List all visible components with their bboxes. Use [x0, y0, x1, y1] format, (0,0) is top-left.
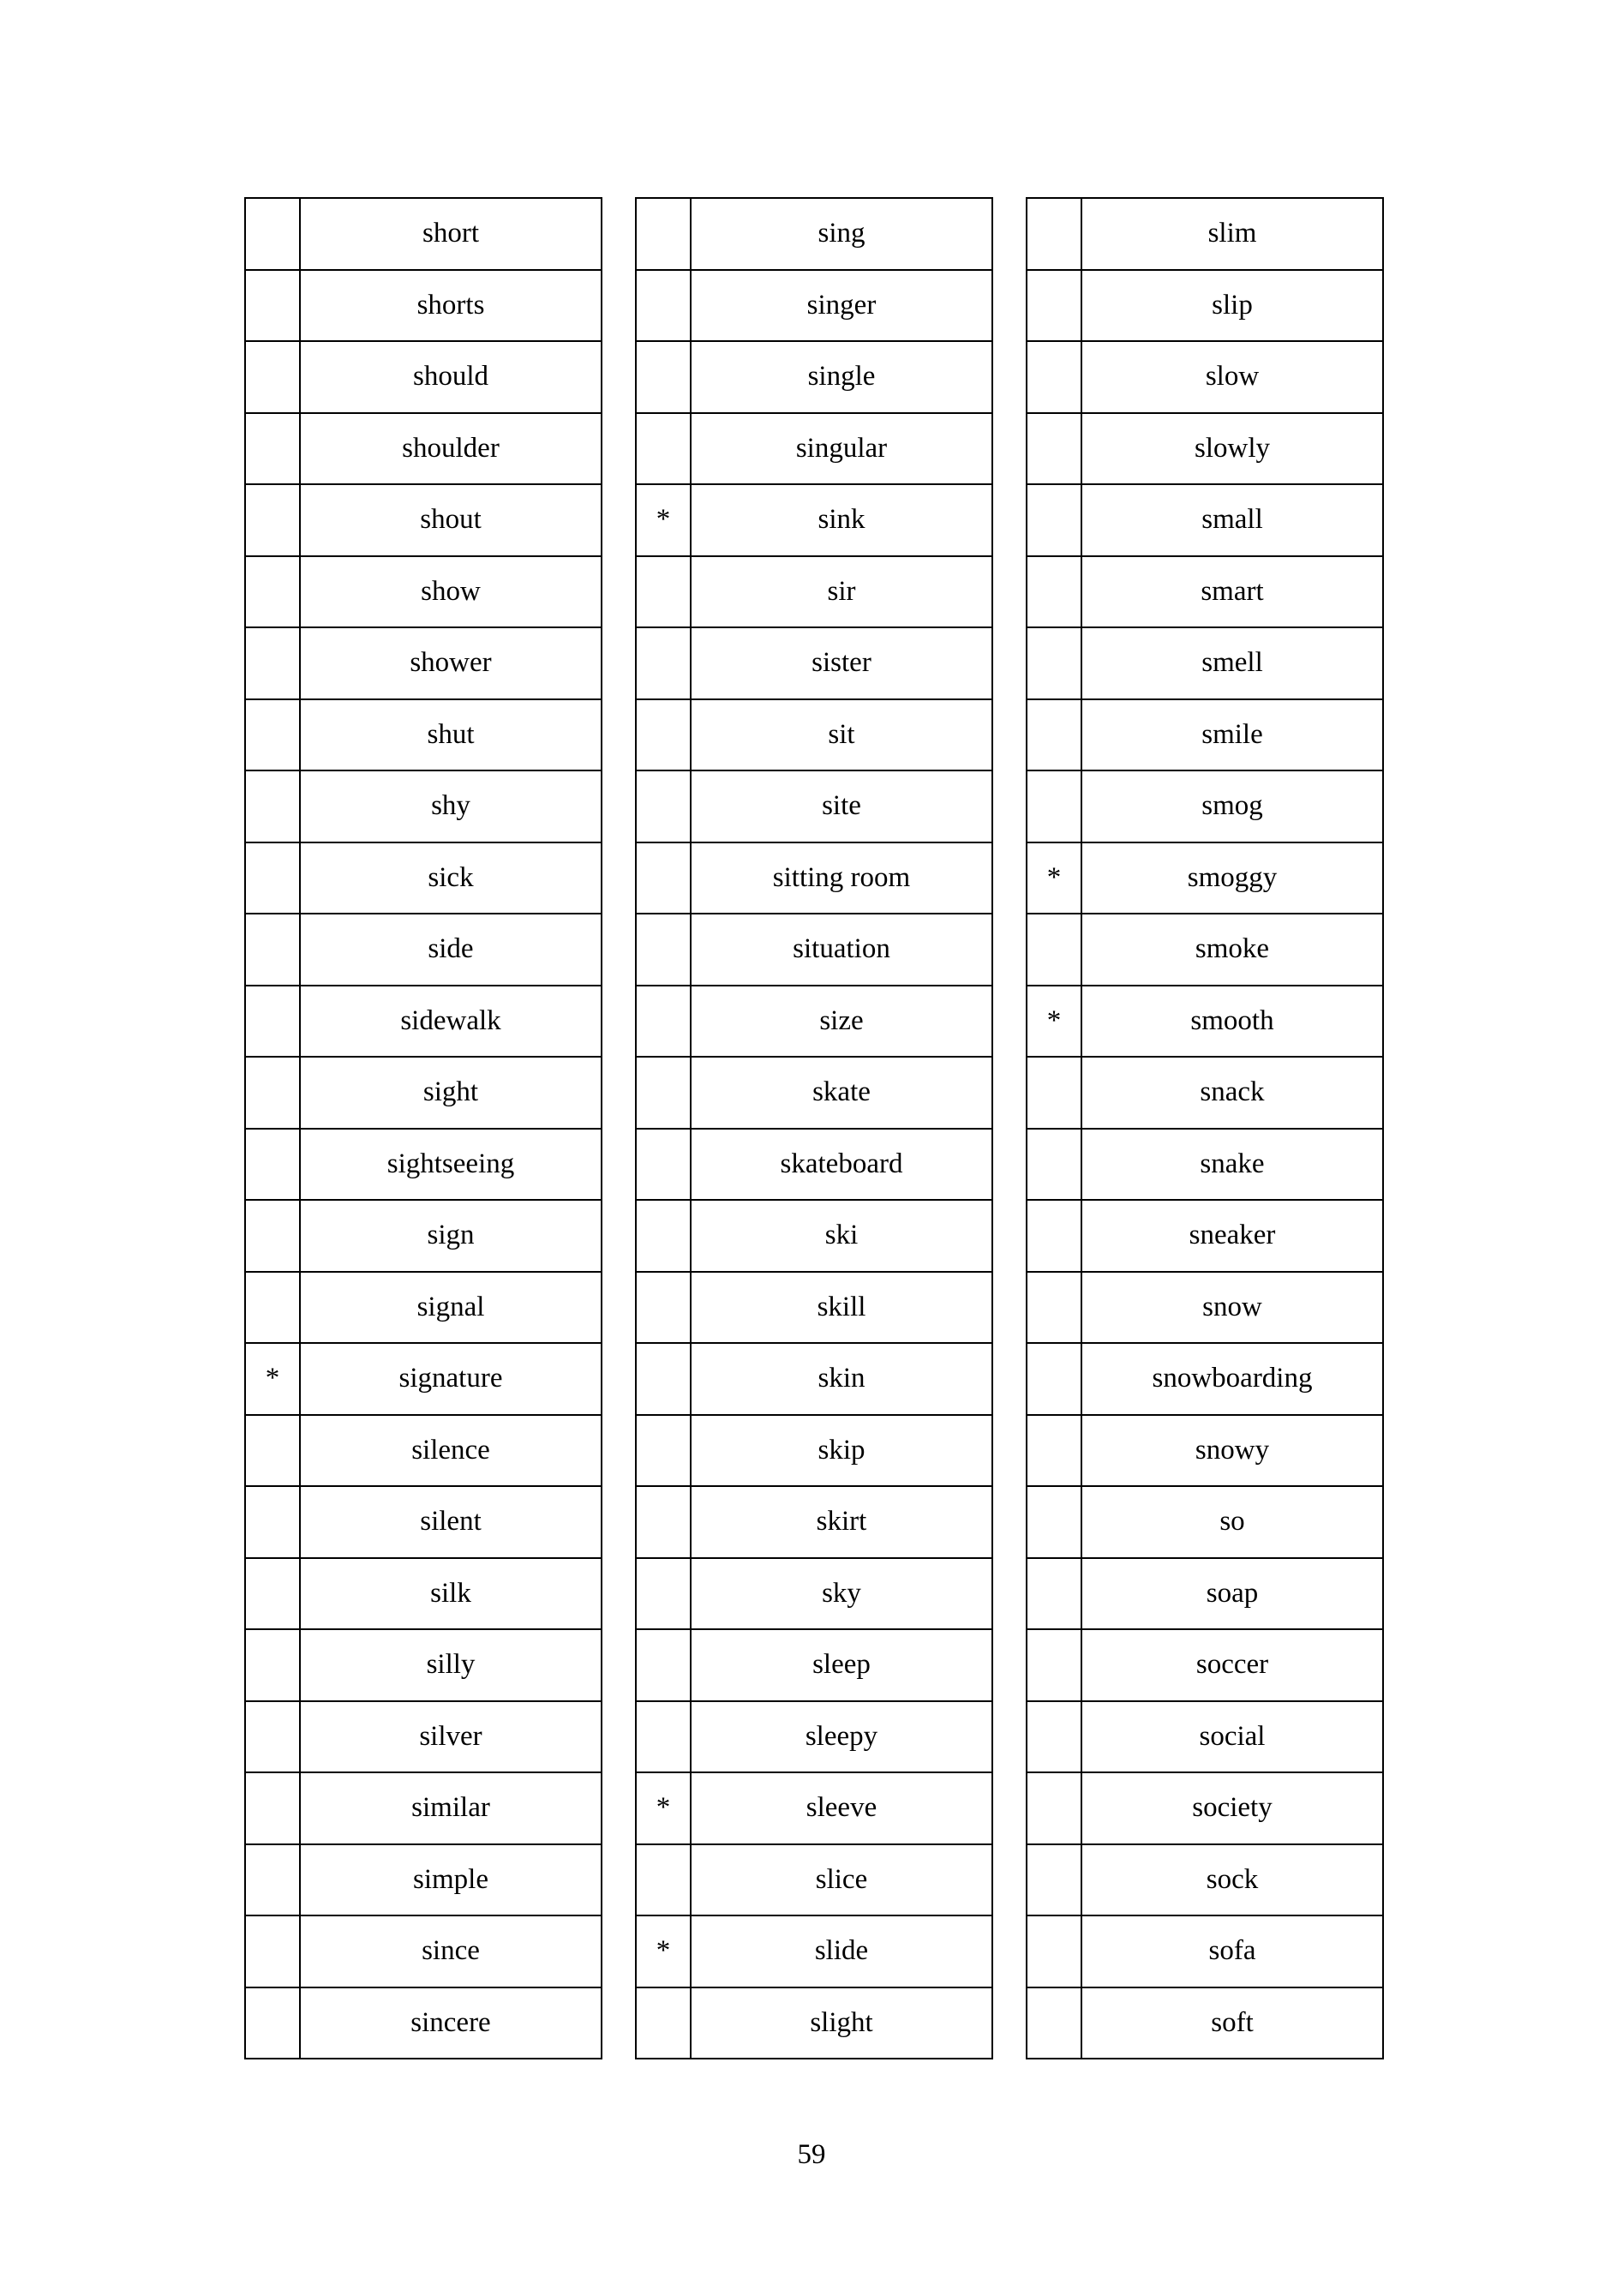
table-row: [245, 1987, 602, 2059]
word-cell: shoulder: [300, 413, 602, 485]
word-cell: smoggy: [1081, 842, 1383, 914]
table-row: [636, 1057, 992, 1129]
word-cell: slow: [1081, 341, 1383, 413]
word-cell: snowy: [1081, 1415, 1383, 1487]
asterisk-mark-cell: [1027, 484, 1081, 556]
asterisk-mark-cell: [636, 198, 691, 270]
word-cell: slide: [691, 1915, 992, 1987]
asterisk-mark-cell: [1027, 1057, 1081, 1129]
asterisk-mark-cell: [1027, 1987, 1081, 2059]
table-row: [245, 1772, 602, 1844]
word-cell: sir: [691, 556, 992, 628]
word-cell: shorts: [300, 270, 602, 342]
asterisk-mark-cell: [245, 1629, 300, 1701]
table-row: [245, 1486, 602, 1558]
asterisk-mark-cell: [636, 556, 691, 628]
table-row: [1027, 770, 1383, 842]
word-cell: shout: [300, 484, 602, 556]
table-row: [245, 986, 602, 1058]
word-cell: sister: [691, 627, 992, 699]
table-row: [245, 270, 602, 342]
asterisk-mark-cell: [636, 1415, 691, 1487]
word-cell: sightseeing: [300, 1129, 602, 1201]
table-row: [245, 1701, 602, 1773]
asterisk-mark-cell: [636, 914, 691, 986]
asterisk-mark-cell: [1027, 1272, 1081, 1344]
word-cell: similar: [300, 1772, 602, 1844]
word-cell: silent: [300, 1486, 602, 1558]
word-cell: singular: [691, 413, 992, 485]
word-cell: short: [300, 198, 602, 270]
asterisk-mark-cell: [636, 1486, 691, 1558]
asterisk-mark-cell: [1027, 1415, 1081, 1487]
asterisk-mark-cell: *: [245, 1343, 300, 1415]
asterisk-mark-cell: [245, 341, 300, 413]
asterisk-mark-cell: [1027, 1129, 1081, 1201]
table-row: [636, 1558, 992, 1630]
asterisk-mark-cell: [1027, 914, 1081, 986]
table-row: [636, 699, 992, 771]
table-row: [1027, 484, 1383, 556]
asterisk-mark-cell: [245, 1129, 300, 1201]
table-row: [636, 1200, 992, 1272]
asterisk-mark-cell: [245, 1486, 300, 1558]
asterisk-mark-cell: [1027, 413, 1081, 485]
word-cell: sock: [1081, 1844, 1383, 1916]
table-row: [1027, 1844, 1383, 1916]
word-cell: signal: [300, 1272, 602, 1344]
word-cell: sky: [691, 1558, 992, 1630]
word-cell: simple: [300, 1844, 602, 1916]
word-cell: site: [691, 770, 992, 842]
table-row: [636, 842, 992, 914]
word-cell: sleep: [691, 1629, 992, 1701]
table-row: [636, 1844, 992, 1916]
asterisk-mark-cell: [245, 1200, 300, 1272]
asterisk-mark-cell: [636, 770, 691, 842]
table-row: [245, 842, 602, 914]
asterisk-mark-cell: [1027, 198, 1081, 270]
asterisk-mark-cell: [636, 1844, 691, 1916]
word-cell: snowboarding: [1081, 1343, 1383, 1415]
asterisk-mark-cell: [1027, 627, 1081, 699]
asterisk-mark-cell: [245, 986, 300, 1058]
table-row: [1027, 1415, 1383, 1487]
word-cell: silk: [300, 1558, 602, 1630]
asterisk-mark-cell: *: [636, 1915, 691, 1987]
asterisk-mark-cell: [245, 1701, 300, 1773]
asterisk-mark-cell: [636, 1057, 691, 1129]
word-cell: sick: [300, 842, 602, 914]
table-row: [636, 1915, 992, 1987]
word-cell: smell: [1081, 627, 1383, 699]
asterisk-mark-cell: [245, 1915, 300, 1987]
word-table-3: [1026, 197, 1384, 2059]
table-row: [245, 1057, 602, 1129]
table-row: [1027, 699, 1383, 771]
word-cell: smog: [1081, 770, 1383, 842]
table-row: [1027, 198, 1383, 270]
table-row: [1027, 986, 1383, 1058]
table-row: [1027, 413, 1383, 485]
table-row: [245, 1415, 602, 1487]
asterisk-mark-cell: [1027, 1915, 1081, 1987]
word-cell: sleepy: [691, 1701, 992, 1773]
word-cell: sink: [691, 484, 992, 556]
word-cell: silly: [300, 1629, 602, 1701]
table-row: [636, 1415, 992, 1487]
table-row: [636, 770, 992, 842]
table-row: [1027, 1558, 1383, 1630]
word-cell: singer: [691, 270, 992, 342]
word-cell: ski: [691, 1200, 992, 1272]
word-cell: sneaker: [1081, 1200, 1383, 1272]
asterisk-mark-cell: [245, 627, 300, 699]
word-cell: since: [300, 1915, 602, 1987]
asterisk-mark-cell: [1027, 1343, 1081, 1415]
table-row: [245, 627, 602, 699]
asterisk-mark-cell: [1027, 1629, 1081, 1701]
word-cell: skateboard: [691, 1129, 992, 1201]
table-row: [636, 1701, 992, 1773]
asterisk-mark-cell: [636, 341, 691, 413]
table-row: [1027, 1987, 1383, 2059]
table-row: [1027, 1701, 1383, 1773]
asterisk-mark-cell: [245, 1987, 300, 2059]
asterisk-mark-cell: [1027, 1844, 1081, 1916]
asterisk-mark-cell: [245, 1772, 300, 1844]
word-table-1: [244, 197, 602, 2059]
word-cell: sincere: [300, 1987, 602, 2059]
table-row: [1027, 1272, 1383, 1344]
table-row: [636, 986, 992, 1058]
table-row: [1027, 842, 1383, 914]
table-row: [636, 270, 992, 342]
table-row: [1027, 1129, 1383, 1201]
table-row: [636, 484, 992, 556]
page-number: 59: [797, 2139, 826, 2170]
table-row: [636, 556, 992, 628]
table-row: [245, 1200, 602, 1272]
asterisk-mark-cell: [245, 770, 300, 842]
word-cell: skirt: [691, 1486, 992, 1558]
asterisk-mark-cell: [245, 699, 300, 771]
table-row: [1027, 1915, 1383, 1987]
word-cell: shy: [300, 770, 602, 842]
asterisk-mark-cell: [1027, 1200, 1081, 1272]
asterisk-mark-cell: [245, 484, 300, 556]
word-cell: skin: [691, 1343, 992, 1415]
table-row: [245, 1629, 602, 1701]
asterisk-mark-cell: [1027, 556, 1081, 628]
table-row: [245, 341, 602, 413]
asterisk-mark-cell: [245, 556, 300, 628]
asterisk-mark-cell: [636, 413, 691, 485]
table-row: [636, 627, 992, 699]
table-row: [245, 770, 602, 842]
table-row: [636, 1629, 992, 1701]
asterisk-mark-cell: [1027, 699, 1081, 771]
table-row: [636, 1987, 992, 2059]
asterisk-mark-cell: [1027, 341, 1081, 413]
asterisk-mark-cell: [1027, 270, 1081, 342]
word-cell: sleeve: [691, 1772, 992, 1844]
word-cell: size: [691, 986, 992, 1058]
asterisk-mark-cell: [636, 270, 691, 342]
table-row: [245, 914, 602, 986]
asterisk-mark-cell: [636, 1987, 691, 2059]
word-cell: snake: [1081, 1129, 1383, 1201]
word-cell: silence: [300, 1415, 602, 1487]
word-cell: so: [1081, 1486, 1383, 1558]
asterisk-mark-cell: [245, 413, 300, 485]
word-cell: sit: [691, 699, 992, 771]
word-cell: show: [300, 556, 602, 628]
table-row: [245, 556, 602, 628]
table-row: [636, 198, 992, 270]
asterisk-mark-cell: [636, 627, 691, 699]
asterisk-mark-cell: *: [636, 1772, 691, 1844]
word-cell: shower: [300, 627, 602, 699]
table-row: [636, 341, 992, 413]
word-cell: skill: [691, 1272, 992, 1344]
asterisk-mark-cell: [1027, 1772, 1081, 1844]
asterisk-mark-cell: [636, 1129, 691, 1201]
table-row: [245, 1343, 602, 1415]
table-row: [636, 413, 992, 485]
asterisk-mark-cell: [245, 914, 300, 986]
asterisk-mark-cell: [636, 1200, 691, 1272]
table-row: [636, 1129, 992, 1201]
asterisk-mark-cell: [1027, 1558, 1081, 1630]
table-row: [1027, 341, 1383, 413]
asterisk-mark-cell: [245, 1057, 300, 1129]
word-cell: slight: [691, 1987, 992, 2059]
asterisk-mark-cell: *: [636, 484, 691, 556]
word-cell: soft: [1081, 1987, 1383, 2059]
table-row: [245, 413, 602, 485]
asterisk-mark-cell: [636, 842, 691, 914]
word-cell: silver: [300, 1701, 602, 1773]
asterisk-mark-cell: [245, 1272, 300, 1344]
table-row: [1027, 270, 1383, 342]
table-row: [245, 198, 602, 270]
table-row: [1027, 1486, 1383, 1558]
word-cell: snack: [1081, 1057, 1383, 1129]
table-row: [245, 1558, 602, 1630]
asterisk-mark-cell: [636, 1629, 691, 1701]
table-row: [1027, 1772, 1383, 1844]
word-cell: sitting room: [691, 842, 992, 914]
word-cell: slice: [691, 1844, 992, 1916]
asterisk-mark-cell: [1027, 1701, 1081, 1773]
asterisk-mark-cell: [636, 1701, 691, 1773]
asterisk-mark-cell: [636, 1558, 691, 1630]
word-cell: skip: [691, 1415, 992, 1487]
table-row: [1027, 1057, 1383, 1129]
word-table-2: [635, 197, 993, 2059]
asterisk-mark-cell: [1027, 770, 1081, 842]
word-cell: sign: [300, 1200, 602, 1272]
word-cell: small: [1081, 484, 1383, 556]
word-cell: situation: [691, 914, 992, 986]
table-row: [1027, 627, 1383, 699]
table-row: [245, 1844, 602, 1916]
word-cell: society: [1081, 1772, 1383, 1844]
word-cell: sofa: [1081, 1915, 1383, 1987]
word-cell: slowly: [1081, 413, 1383, 485]
table-row: [1027, 556, 1383, 628]
table-row: [1027, 914, 1383, 986]
word-cell: slim: [1081, 198, 1383, 270]
asterisk-mark-cell: *: [1027, 986, 1081, 1058]
word-cell: sidewalk: [300, 986, 602, 1058]
asterisk-mark-cell: [245, 270, 300, 342]
table-row: [245, 1272, 602, 1344]
table-row: [1027, 1200, 1383, 1272]
table-row: [245, 1915, 602, 1987]
table-row: [636, 914, 992, 986]
asterisk-mark-cell: *: [1027, 842, 1081, 914]
table-row: [636, 1486, 992, 1558]
table-row: [636, 1772, 992, 1844]
asterisk-mark-cell: [245, 198, 300, 270]
asterisk-mark-cell: [636, 1272, 691, 1344]
word-cell: single: [691, 341, 992, 413]
asterisk-mark-cell: [636, 699, 691, 771]
table-row: [636, 1343, 992, 1415]
asterisk-mark-cell: [245, 1415, 300, 1487]
word-cell: shut: [300, 699, 602, 771]
asterisk-mark-cell: [245, 842, 300, 914]
word-cell: snow: [1081, 1272, 1383, 1344]
asterisk-mark-cell: [636, 986, 691, 1058]
table-row: [245, 484, 602, 556]
word-cell: sing: [691, 198, 992, 270]
table-row: [245, 1129, 602, 1201]
word-cell: side: [300, 914, 602, 986]
word-cell: smart: [1081, 556, 1383, 628]
asterisk-mark-cell: [245, 1844, 300, 1916]
word-cell: skate: [691, 1057, 992, 1129]
word-cell: should: [300, 341, 602, 413]
word-cell: signature: [300, 1343, 602, 1415]
asterisk-mark-cell: [245, 1558, 300, 1630]
word-cell: smooth: [1081, 986, 1383, 1058]
word-cell: sight: [300, 1057, 602, 1129]
asterisk-mark-cell: [1027, 1486, 1081, 1558]
word-cell: social: [1081, 1701, 1383, 1773]
word-cell: soccer: [1081, 1629, 1383, 1701]
word-cell: slip: [1081, 270, 1383, 342]
word-cell: soap: [1081, 1558, 1383, 1630]
table-row: [245, 699, 602, 771]
asterisk-mark-cell: [636, 1343, 691, 1415]
word-cell: smile: [1081, 699, 1383, 771]
word-cell: smoke: [1081, 914, 1383, 986]
table-row: [1027, 1629, 1383, 1701]
table-row: [1027, 1343, 1383, 1415]
table-row: [636, 1272, 992, 1344]
